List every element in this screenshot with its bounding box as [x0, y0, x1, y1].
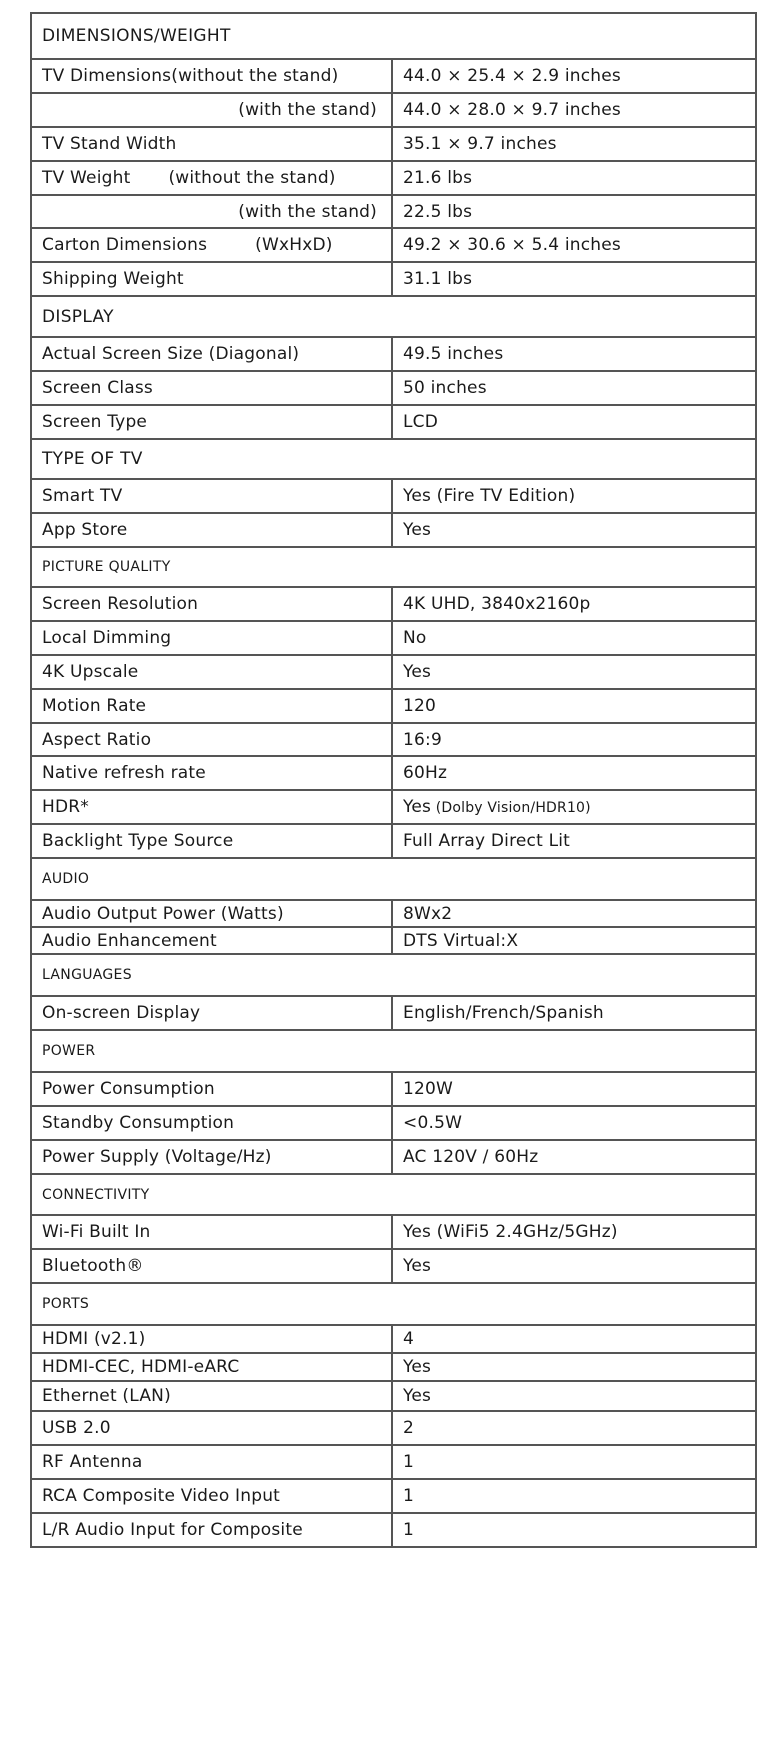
- spec-label: TV Stand Width: [42, 134, 177, 154]
- spec-label-cell: [31, 723, 392, 756]
- section-title: AUDIO: [31, 858, 756, 900]
- spec-row: [31, 927, 756, 954]
- spec-label: On-screen Display: [42, 1003, 201, 1023]
- spec-label-cell: [31, 127, 392, 161]
- spec-row: [31, 1249, 756, 1283]
- spec-value: 1: [403, 1520, 415, 1540]
- spec-row: [31, 161, 756, 195]
- spec-row: [31, 689, 756, 723]
- section-title: PICTURE QUALITY: [31, 547, 756, 587]
- spec-row: [31, 1325, 756, 1353]
- spec-label-cell: [31, 405, 392, 439]
- spec-label-cell: [31, 1411, 392, 1445]
- spec-value-cell: [392, 1381, 756, 1411]
- spec-table-body: [31, 13, 756, 1547]
- spec-value-cell: [392, 1140, 756, 1174]
- spec-row: [31, 1381, 756, 1411]
- spec-label: L/R Audio Input for Composite: [42, 1520, 303, 1540]
- spec-label: Wi-Fi Built In: [42, 1222, 151, 1242]
- spec-value: <0.5W: [403, 1113, 463, 1133]
- spec-row: [31, 513, 756, 547]
- spec-row: [31, 93, 756, 127]
- spec-value: 44.0 × 28.0 × 9.7 inches: [403, 100, 621, 120]
- spec-value-cell: [392, 479, 756, 513]
- spec-label: HDMI-CEC, HDMI-eARC: [42, 1357, 240, 1377]
- spec-value: 49.2 × 30.6 × 5.4 inches: [403, 235, 621, 255]
- spec-label-cell: [31, 228, 392, 262]
- spec-row: [31, 790, 756, 824]
- spec-value-cell: [392, 262, 756, 296]
- section-header-row: [31, 954, 756, 996]
- spec-label: Power Consumption: [42, 1079, 215, 1099]
- spec-label-cell: [31, 1445, 392, 1479]
- spec-row: [31, 371, 756, 405]
- spec-row: [31, 1479, 756, 1513]
- spec-row: [31, 900, 756, 927]
- spec-label: Standby Consumption: [42, 1113, 235, 1133]
- spec-value-note: (Dolby Vision/HDR10): [431, 800, 591, 816]
- spec-value: Yes: [403, 662, 432, 682]
- spec-value: LCD: [403, 412, 439, 432]
- spec-row: [31, 228, 756, 262]
- spec-label: Power Supply (Voltage/Hz): [42, 1147, 272, 1167]
- spec-row: [31, 1215, 756, 1249]
- spec-value-cell: [392, 689, 756, 723]
- spec-label-cell: [31, 1325, 392, 1353]
- spec-value: 4: [403, 1329, 415, 1349]
- section-header-row: [31, 1174, 756, 1215]
- spec-label-cell: [31, 479, 392, 513]
- spec-table: [30, 12, 757, 1548]
- spec-value: English/French/Spanish: [403, 1003, 604, 1023]
- spec-label-cell: [31, 59, 392, 93]
- spec-row: [31, 621, 756, 655]
- spec-value: 1: [403, 1452, 415, 1472]
- spec-row: [31, 655, 756, 689]
- spec-value-cell: [392, 93, 756, 127]
- spec-value-cell: [392, 587, 756, 621]
- spec-value-cell: [392, 513, 756, 547]
- spec-row: [31, 479, 756, 513]
- spec-value: 4K UHD, 3840x2160p: [403, 594, 591, 614]
- spec-label-cell: [31, 900, 392, 927]
- spec-value: Full Array Direct Lit: [403, 831, 571, 851]
- spec-value: Yes (Fire TV Edition): [403, 486, 576, 506]
- spec-label: RF Antenna: [42, 1452, 143, 1472]
- spec-label: Shipping Weight: [42, 269, 184, 289]
- spec-value-cell: [392, 59, 756, 93]
- section-header-row: [31, 439, 756, 479]
- section-header-row: [31, 1283, 756, 1325]
- spec-value-cell: [392, 1215, 756, 1249]
- spec-value-cell: [392, 1479, 756, 1513]
- spec-row: [31, 337, 756, 371]
- spec-label-cell: [31, 996, 392, 1030]
- spec-label: Native refresh rate: [42, 763, 206, 783]
- spec-row: [31, 587, 756, 621]
- spec-value: 8Wx2: [403, 903, 453, 924]
- spec-row: [31, 1445, 756, 1479]
- spec-label-cell: [31, 93, 392, 127]
- section-title: DIMENSIONS/WEIGHT: [31, 13, 756, 59]
- spec-label-cell: [31, 621, 392, 655]
- spec-row: [31, 127, 756, 161]
- spec-value-cell: [392, 1353, 756, 1381]
- spec-label-qualifier: (WxHxD): [255, 235, 333, 255]
- spec-value: Yes: [403, 797, 432, 817]
- spec-value-cell: [392, 337, 756, 371]
- spec-value: 16:9: [403, 729, 442, 750]
- spec-value-cell: [392, 228, 756, 262]
- spec-label: TV Dimensions(without the stand): [42, 66, 339, 86]
- spec-value-cell: [392, 371, 756, 405]
- spec-label: 4K Upscale: [42, 662, 139, 682]
- spec-row: [31, 756, 756, 790]
- spec-value: 49.5 inches: [403, 344, 504, 364]
- spec-label: App Store: [42, 520, 128, 540]
- spec-label-cell: [31, 337, 392, 371]
- spec-value-cell: [392, 723, 756, 756]
- spec-label-cell: [31, 655, 392, 689]
- spec-value: Yes: [403, 1256, 432, 1276]
- spec-value-cell: [392, 1106, 756, 1140]
- spec-value-cell: [392, 127, 756, 161]
- spec-label-cell: [31, 1215, 392, 1249]
- spec-label: Ethernet (LAN): [42, 1386, 171, 1406]
- spec-value-cell: [392, 195, 756, 228]
- spec-label-cell: [31, 1381, 392, 1411]
- spec-label: Local Dimming: [42, 628, 172, 648]
- spec-label: Screen Class: [42, 378, 153, 398]
- spec-value-cell: [392, 756, 756, 790]
- spec-value-cell: [392, 655, 756, 689]
- spec-label: Audio Enhancement: [42, 930, 217, 951]
- spec-row: [31, 1411, 756, 1445]
- spec-row: [31, 996, 756, 1030]
- section-header-row: [31, 858, 756, 900]
- spec-row: [31, 824, 756, 858]
- spec-value-cell: [392, 1411, 756, 1445]
- spec-value: 120: [403, 696, 437, 716]
- spec-label: RCA Composite Video Input: [42, 1486, 281, 1506]
- spec-value-cell: [392, 790, 756, 824]
- spec-value: No: [403, 628, 427, 648]
- spec-value: 35.1 × 9.7 inches: [403, 134, 557, 154]
- spec-row: [31, 1353, 756, 1381]
- spec-label-cell: [31, 927, 392, 954]
- spec-value-cell: [392, 900, 756, 927]
- spec-value: AC 120V / 60Hz: [403, 1147, 539, 1167]
- spec-value-cell: [392, 996, 756, 1030]
- spec-value-cell: [392, 927, 756, 954]
- spec-value-cell: [392, 161, 756, 195]
- section-title: CONNECTIVITY: [31, 1174, 756, 1215]
- spec-label: Actual Screen Size (Diagonal): [42, 344, 300, 364]
- section-title: TYPE OF TV: [31, 439, 756, 479]
- spec-label-cell: [31, 824, 392, 858]
- spec-label: (with the stand): [238, 201, 377, 222]
- spec-row: [31, 262, 756, 296]
- spec-label: TV Weight: [42, 168, 131, 188]
- spec-label-cell: [31, 1106, 392, 1140]
- spec-value: Yes: [403, 1386, 432, 1406]
- spec-row: [31, 1072, 756, 1106]
- spec-label: Audio Output Power (Watts): [42, 903, 284, 924]
- spec-label: HDR*: [42, 797, 89, 817]
- spec-value: 2: [403, 1418, 415, 1438]
- spec-value-cell: [392, 405, 756, 439]
- spec-label: Screen Resolution: [42, 594, 199, 614]
- spec-value-cell: [392, 1072, 756, 1106]
- spec-label-cell: [31, 513, 392, 547]
- spec-value-cell: [392, 1325, 756, 1353]
- section-title: PORTS: [31, 1283, 756, 1325]
- section-title: DISPLAY: [31, 296, 756, 337]
- spec-label: HDMI (v2.1): [42, 1329, 146, 1349]
- section-title: LANGUAGES: [31, 954, 756, 996]
- spec-value: 50 inches: [403, 378, 487, 398]
- spec-label-cell: [31, 756, 392, 790]
- spec-label-cell: [31, 1353, 392, 1381]
- spec-row: [31, 195, 756, 228]
- spec-value: 60Hz: [403, 763, 448, 783]
- spec-label-cell: [31, 587, 392, 621]
- spec-row: [31, 1106, 756, 1140]
- spec-label-cell: [31, 1479, 392, 1513]
- spec-label-cell: [31, 262, 392, 296]
- spec-label: Backlight Type Source: [42, 831, 234, 851]
- spec-value: Yes (WiFi5 2.4GHz/5GHz): [403, 1222, 618, 1242]
- section-header-row: [31, 296, 756, 337]
- spec-value-cell: [392, 824, 756, 858]
- spec-label-cell: [31, 1140, 392, 1174]
- spec-value: 21.6 lbs: [403, 168, 473, 188]
- spec-label: Smart TV: [42, 486, 123, 506]
- spec-label-cell: [31, 161, 392, 195]
- spec-label: Motion Rate: [42, 696, 147, 716]
- spec-label-cell: [31, 1072, 392, 1106]
- spec-value-cell: [392, 1445, 756, 1479]
- spec-label-cell: [31, 1249, 392, 1283]
- spec-label-cell: [31, 371, 392, 405]
- spec-value: DTS Virtual:X: [403, 930, 519, 951]
- spec-label-cell: [31, 1513, 392, 1547]
- spec-row: [31, 1140, 756, 1174]
- spec-label: USB 2.0: [42, 1418, 111, 1438]
- spec-value: 44.0 × 25.4 × 2.9 inches: [403, 66, 621, 86]
- spec-value: 120W: [403, 1079, 454, 1099]
- spec-label-cell: [31, 195, 392, 228]
- section-header-row: [31, 547, 756, 587]
- section-title: POWER: [31, 1030, 756, 1072]
- spec-value: Yes: [403, 520, 432, 540]
- spec-label-qualifier: (without the stand): [168, 168, 336, 188]
- spec-label: Carton Dimensions: [42, 235, 208, 255]
- spec-label-cell: [31, 689, 392, 723]
- spec-value: 22.5 lbs: [403, 201, 473, 222]
- spec-value: Yes: [403, 1357, 432, 1377]
- spec-row: [31, 723, 756, 756]
- spec-row: [31, 59, 756, 93]
- spec-value-cell: [392, 1249, 756, 1283]
- section-header-row: [31, 13, 756, 59]
- spec-label-cell: [31, 790, 392, 824]
- section-header-row: [31, 1030, 756, 1072]
- spec-value-cell: [392, 1513, 756, 1547]
- spec-value: 1: [403, 1486, 415, 1506]
- spec-label: Bluetooth®: [42, 1256, 144, 1276]
- spec-row: [31, 405, 756, 439]
- spec-label: Aspect Ratio: [42, 729, 152, 750]
- spec-label: Screen Type: [42, 412, 148, 432]
- spec-value-cell: [392, 621, 756, 655]
- spec-value: 31.1 lbs: [403, 269, 473, 289]
- spec-label: (with the stand): [238, 100, 377, 120]
- spec-row: [31, 1513, 756, 1547]
